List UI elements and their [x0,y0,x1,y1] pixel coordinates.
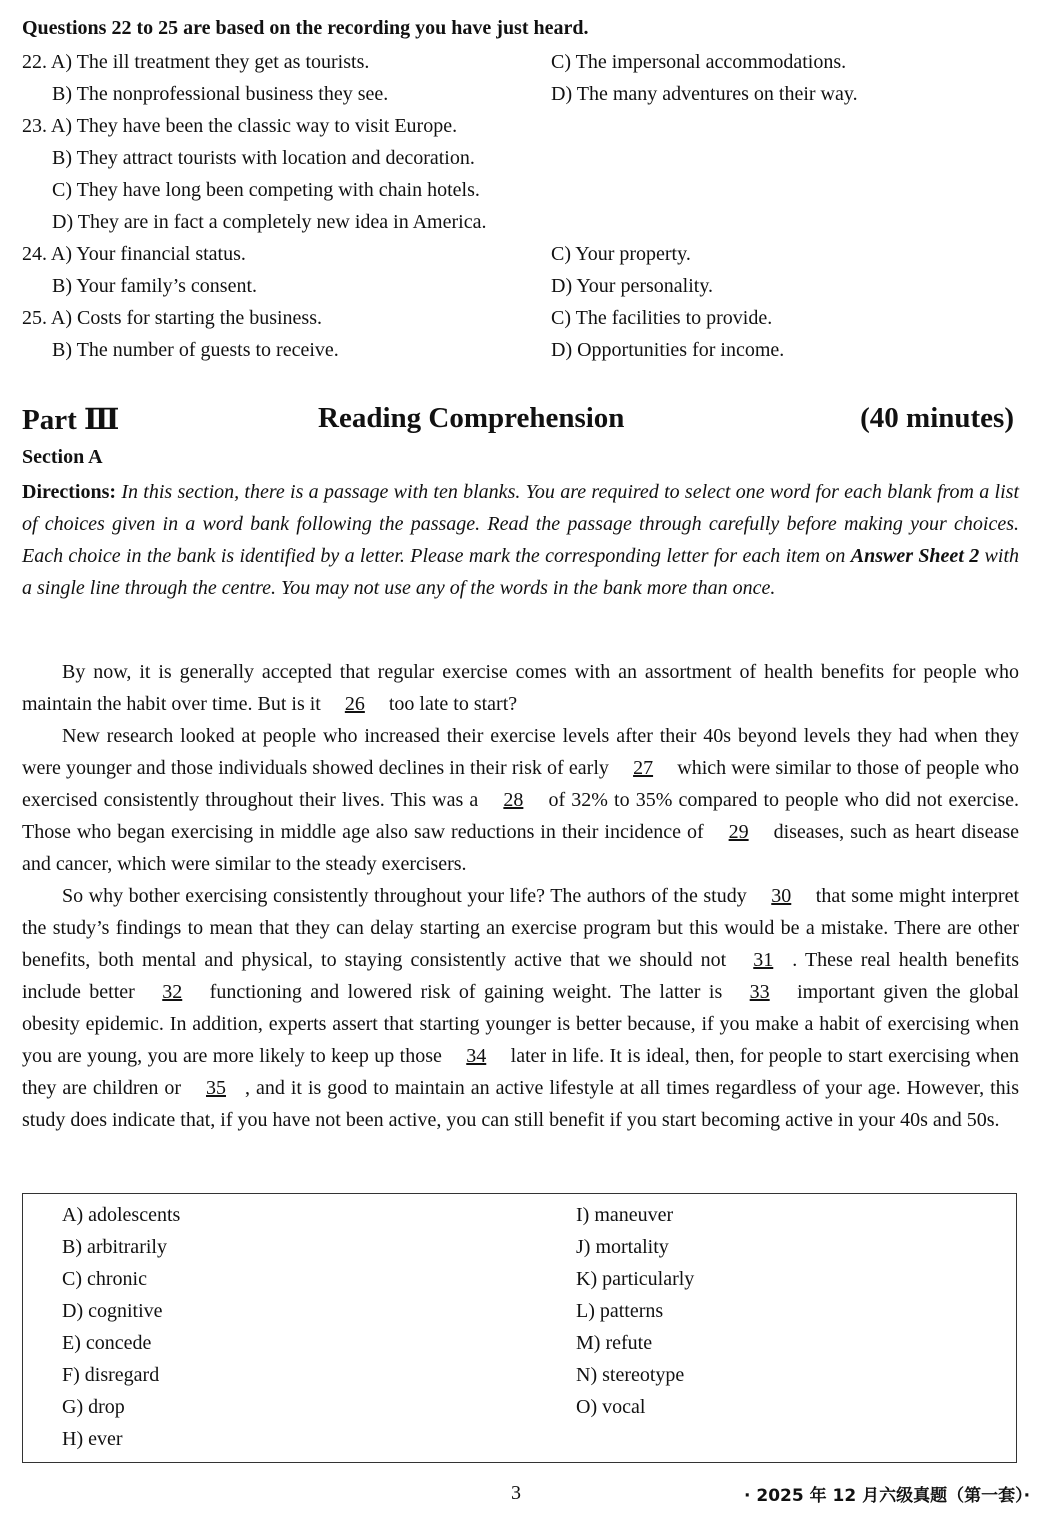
part-title: Reading Comprehension [318,402,625,434]
word-bank-item: J) mortality [576,1236,669,1258]
question-22-option-d: D) The many adventures on their way. [551,83,858,105]
question-25-option-c: C) The facilities to provide. [551,307,773,329]
part-time: (40 minutes) [860,402,1014,434]
word-bank-item: K) particularly [576,1268,695,1290]
questions-header: Questions 22 to 25 are based on the recording you have just heard. [22,17,589,39]
word-bank [22,1193,1017,1463]
blank-34: 34 [466,1045,487,1067]
footer-title: · 2025 年 12 月六级真题（第一套）· [744,1486,1031,1506]
word-bank-item: B) arbitrarily [62,1236,167,1258]
blank-30: 30 [771,885,792,907]
word-bank-item: E) concede [62,1332,152,1354]
question-24-option-c: C) Your property. [551,243,691,265]
word-bank-item: H) ever [62,1428,123,1450]
question-22-option-c: C) The impersonal accommodations. [551,51,847,73]
question-25-option-d: D) Opportunities for income. [551,339,785,361]
blank-35: 35 [206,1077,226,1099]
word-bank-item: O) vocal [576,1396,646,1418]
passage-paragraph-1: By now, it is generally accepted that regular exercise comes with an assortment of health benefits for people who maintain the habit over time. But is it 26 too late to start? [22,656,1019,720]
passage [22,656,1019,1136]
word-bank-item: I) maneuver [576,1204,674,1226]
question-23-option-d: D) They are in fact a completely new idea in America. [52,211,487,233]
question-24-option-b: B) Your family’s consent. [52,275,257,297]
blank-28: 28 [503,789,524,811]
directions-label: Directions: [22,481,117,503]
question-24-option-a: 24. A) Your financial status. [22,243,246,265]
question-23-option-c: C) They have long been competing with chain hotels. [52,179,480,201]
word-bank-item: N) stereotype [576,1364,685,1386]
question-25-option-b: B) The number of guests to receive. [52,339,339,361]
passage-paragraph-2: New research looked at people who increased their exercise levels after their 40s beyond levels they had when they were younger and those individuals showed declines in their risk of early 27 which were similar to those of people who exercised consistently throughout their lives. This was a 28 of 32% to 35% compared to people who did not exercise. Those who began exercising in middle age also saw reductions in their incidence of 29 diseases, such as heart disease and cancer, which were similar to the steady exercisers. [22,725,1020,875]
answer-sheet-label: Answer Sheet 2 [850,545,980,567]
word-bank-item: A) adolescents [62,1204,181,1226]
word-bank-item: G) drop [62,1396,125,1418]
blank-33: 33 [749,981,770,1003]
question-23-option-a: 23. A) They have been the classic way to visit Europe. [22,115,458,137]
blank-29: 29 [728,821,749,843]
part-heading [22,402,1014,442]
word-bank-item: D) cognitive [62,1300,163,1322]
page-number: 3 [511,1482,521,1504]
question-22-option-a: 22. A) The ill treatment they get as tourists. [22,51,370,73]
word-bank-item: C) chronic [62,1268,147,1290]
section-heading: Section A [22,446,103,468]
word-bank-item: M) refute [576,1332,653,1354]
part-label: Part Ⅲ [22,404,120,436]
question-25-option-a: 25. A) Costs for starting the business. [22,307,322,329]
question-22-option-b: B) The nonprofessional business they see. [52,83,389,105]
blank-31: 31 [753,949,774,971]
directions: Directions: In this section, there is a passage with ten blanks. You are required to select one word for each blank from a list of choices given in a word bank following the passage. Read the passage through carefully before making your choices. Each choice in the bank is identified by a letter. Please mark the corresponding letter for each item on Answer Sheet 2 with a single line through the centre. You may not use any of the words in the bank more than once. [22,481,1020,599]
question-23-option-b: B) They attract tourists with location and decoration. [52,147,475,169]
word-bank-item: L) patterns [576,1300,664,1322]
blank-27: 27 [633,757,654,779]
blank-32: 32 [162,981,183,1003]
word-bank-item: F) disregard [62,1364,160,1386]
blank-26: 26 [344,693,365,715]
question-24-option-d: D) Your personality. [551,275,714,297]
passage-paragraph-3: So why bother exercising consistently throughout your life? The authors of the study 30 that some might interpret the study’s findings to mean that they can delay starting an exercise program but this would be a mistake. There are other benefits, both mental and physical, to staying consistently active that we should not 31 . These real health benefits include better 32 functioning and lowered risk of gaining weight. The latter is 33 important given the global obesity epidemic. In addition, experts assert that starting younger is better because, if you make a habit of exercising when you are young, you are more likely to keep up those 34 later in life. It is ideal, then, for people to start exercising when they are children or 35 , and it is good to maintain an active lifestyle at all times regardless of your age. However, this study does indicate that, if you have not been active, you can still benefit if you start becoming active in your 40s and 50s. [22,880,1019,1136]
